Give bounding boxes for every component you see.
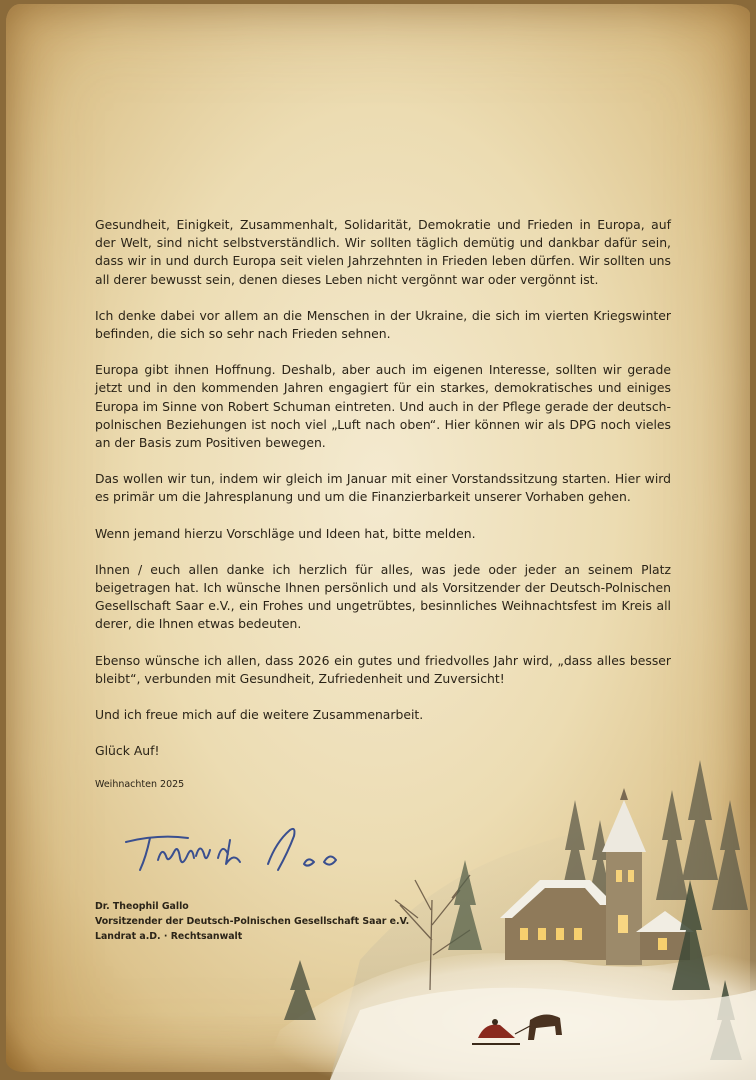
- closing-greeting: Glück Auf!: [95, 743, 160, 759]
- letter-date: Weihnachten 2025: [95, 779, 185, 791]
- paragraph-6: Ihnen / euch allen danke ich herzlich für alles, was jede oder jeder an seinem Platz beigetragen hat. Ich wünsche Ihnen persönlich und als Vorsitzender der Deutsch-Polnischen Gesellschaft Saar e.V., ein Frohes und ungetrübtes, besinnliches Weihnachtsfest im Kreis all derer, die Ihnen etwas bedeuten.: [95, 561, 671, 632]
- sender-name: Dr. Theophil Gallo: [95, 901, 189, 912]
- sender-block: [95, 899, 409, 944]
- handwritten-signature: [118, 812, 358, 892]
- paragraph-4: Das wollen wir tun, indem wir gleich im Januar mit einer Vorstandssitzung starten. Hier wird es primär um die Jahresplanung und um die Finanzierbarkeit unserer Vorhaben gehen.: [95, 471, 671, 505]
- letter-body: [95, 216, 671, 795]
- sender-role: Vorsitzender der Deutsch-Polnischen Gesellschaft Saar e.V.: [95, 916, 410, 927]
- paragraph-7: Ebenso wünsche ich allen, dass 2026 ein gutes und friedvolles Jahr wird, „dass alles besser bleibt“, verbunden mit Gesundheit, Zufriedenheit und Zuversicht!: [95, 652, 671, 686]
- paragraph-8: Und ich freue mich auf die weitere Zusammenarbeit.: [95, 707, 424, 723]
- paragraph-2: Ich denke dabei vor allem an die Menschen in der Ukraine, die sich im vierten Kriegswinter befinden, die sich so sehr nach Frieden sehnen.: [95, 307, 671, 342]
- sender-titles: Landrat a.D. · Rechtsanwalt: [95, 931, 243, 942]
- paragraph-1: Gesundheit, Einigkeit, Zusammenhalt, Solidarität, Demokratie und Frieden in Europa, auf der Welt, sind nicht selbstverständlich. Wir sollten täglich demütig und dankbar dafür sein, dass wir in und durch Europa seit vielen Jahrzehnten in Frieden leben dürfen. Wir sollten uns all derer bewusst sein, denen dieses Leben nicht vergönnt war oder vergönnt ist.: [95, 217, 671, 287]
- paragraph-3: Europa gibt ihnen Hoffnung. Deshalb, aber auch im eigenen Interesse, sollten wir gerade jetzt und in den kommenden Jahren engagiert für ein starkes, demokratisches und einiges Europa im Sinne von Robert Schuman eintreten. Und auch in der Pflege gerade der deutsch-polnischen Beziehungen ist noch viel „Luft nach oben“. Hier können wir als DPG noch vieles an der Basis zum Positiven bewegen.: [95, 362, 671, 451]
- paragraph-5: Wenn jemand hierzu Vorschläge und Ideen hat, bitte melden.: [95, 525, 476, 541]
